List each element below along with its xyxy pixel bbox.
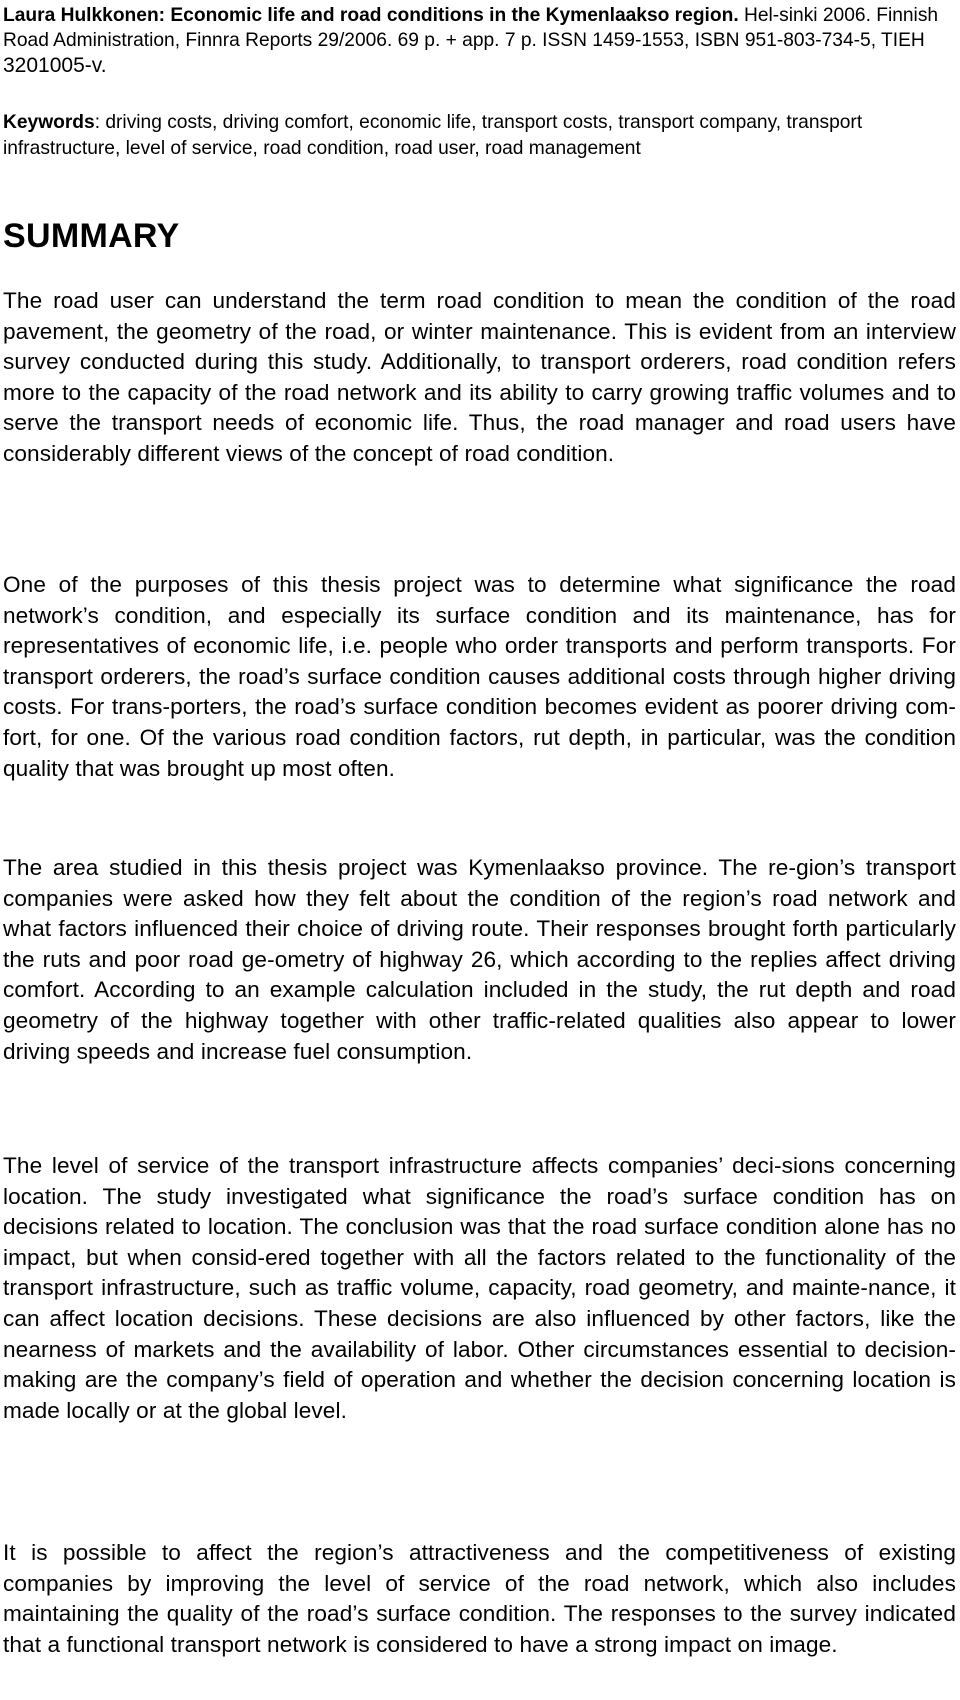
keywords-list: : driving costs, driving comfort, economic life, transport costs, transport company, transport infrastructure, level of service, road condition, road user, road management (3, 112, 863, 159)
summary-heading: SUMMARY (3, 217, 180, 255)
summary-paragraph-3: The area studied in this thesis project was Kymenlaakso province. The re-gion’s transport companies were asked how they felt about the condition of the region’s road network and what factors influenced their choice of driving route. Their responses brought forth particularly the ruts and poor road ge-ometry of highway 26, which according to the replies affect driving comfort. According to an example calculation included in the study, the rut depth and road geometry of the highway together with other traffic-related qualities also appear to lower driving speeds and increase fuel consumption. (3, 855, 956, 1064)
summary-paragraph-1: The road user can understand the term road condition to mean the condition of the road pavement, the geometry of the road, or winter maintenance. This is evident from an interview survey conducted during this study. Additionally, to transport orderers, road condition refers more to the capacity of the road network and its ability to carry growing traffic volumes and to serve the transport needs of economic life. Thus, the road manager and road users have considerably different views of the concept of road condition. (3, 288, 956, 466)
summary-paragraph-4: The level of service of the transport infrastructure affects companies’ deci-sions concerning location. The study investigated what significance the road’s surface condition has on decisions related to location. The conclusion was that the road surface condition alone has no impact, but when consid-ered together with all the factors related to the functionality of the transport infrastructure, such as traffic volume, capacity, road geometry, and mainte-nance, it can affect location decisions. These decisions are also influenced by other factors, like the nearness of markets and the availability of labor. Other circumstances essential to decision-making are the company’s field of operation and whether the decision concerning location is made locally or at the global level. (3, 1153, 956, 1423)
summary-paragraph-2: One of the purposes of this thesis project was to determine what significance the road network’s condition, and especially its surface condition and its maintenance, has for representatives of economic life, i.e. people who order transports and perform transports. For transport orderers, the road’s surface condition causes additional costs through higher driving costs. For trans-porters, the road’s surface condition becomes evident as poorer driving com-fort, for one. Of the various road condition factors, rut depth, in particular, was the condition quality that was brought up most often. (3, 572, 956, 781)
citation-publication: Hel-sinki 2006. Finnish Road Administration, Finnra Reports 29/2006. 69 p. + app. 7 p. ISSN 1459-1553, ISBN 951-803-734-5, TIEH (3, 5, 939, 51)
citation-block (3, 3, 956, 79)
citation-series-code: 3201005-v. (3, 54, 107, 77)
summary-paragraph-5: It is possible to affect the region’s attractiveness and the competitiveness of existing companies by improving the level of service of the road network, which also includes maintaining the quality of the road’s surface condition. The responses to the survey indicated that a functional transport network is considered to have a strong impact on image. (3, 1540, 956, 1657)
keywords-block (3, 110, 956, 162)
keywords-label: Keywords (3, 112, 95, 133)
citation-author-title: Laura Hulkkonen: Economic life and road conditions in the Kymenlaakso region. (3, 5, 739, 26)
